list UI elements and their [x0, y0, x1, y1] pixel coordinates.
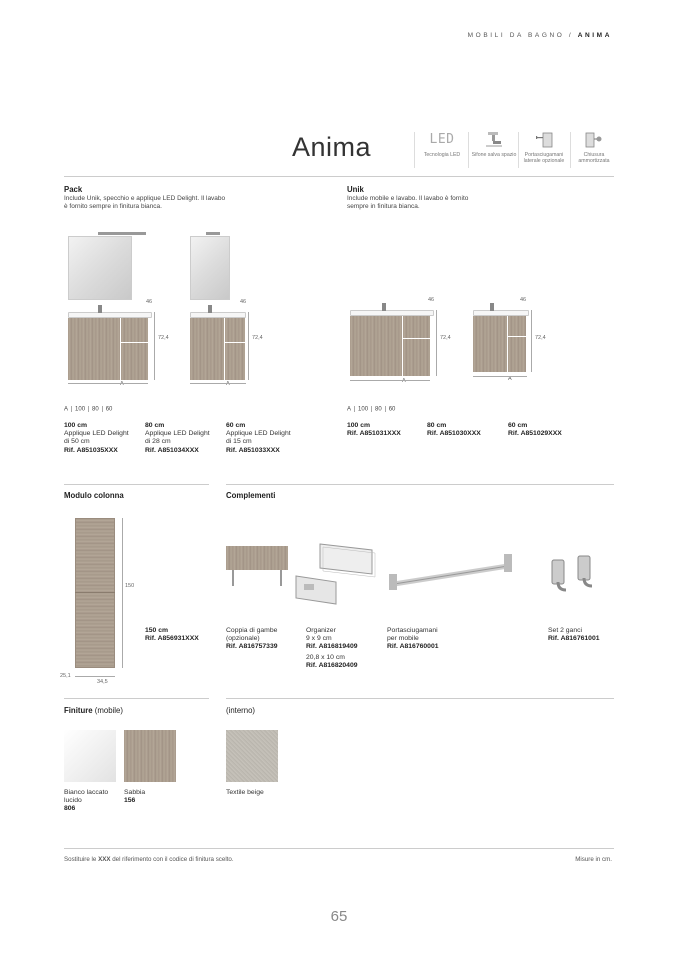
- dim-depth: 46: [146, 299, 153, 305]
- complementi-title: Complementi: [226, 491, 276, 500]
- section-divider: [226, 484, 614, 485]
- dim-depth: 46: [428, 297, 435, 303]
- section-divider: [64, 176, 614, 177]
- dim-height: 72,4: [535, 335, 546, 341]
- hooks-image: [548, 552, 604, 596]
- cabinet-door-image: [350, 316, 402, 376]
- feature-siphon: [470, 130, 518, 158]
- pack-size-row: A 100 80 60: [64, 406, 113, 413]
- cabinet-drawer-image: [403, 316, 430, 338]
- complementi-legs: Coppia di gambe (opzionale) Rif. A816757339: [226, 627, 278, 651]
- cabinet-door-image: [473, 316, 507, 372]
- feature-label: Sifone salva spazio: [471, 152, 517, 158]
- unik-description: Include mobile e lavabo. Il lavabo è fornito sempre in finitura bianca.: [347, 195, 469, 210]
- towel-rail-icon: [520, 130, 568, 150]
- cabinet-door-image: [68, 318, 120, 380]
- dim-line: [122, 518, 123, 668]
- feature-divider: [518, 132, 519, 168]
- dim-height: 72,4: [158, 335, 169, 341]
- unik-item-80: 80 cm Rif. A851030XXX: [427, 422, 481, 438]
- cabinet-drawer-image: [508, 337, 526, 372]
- cabinet-drawer-image: [121, 318, 148, 342]
- section-divider: [226, 698, 614, 699]
- dim-line: [75, 676, 115, 677]
- dim-width: A: [402, 378, 406, 384]
- feature-led: [418, 130, 466, 158]
- page-number: 65: [330, 908, 348, 925]
- dim-depth: 46: [240, 299, 247, 305]
- footer-note: Sostituire le XXX del riferimento con il codice di finitura scelto.: [64, 856, 234, 863]
- faucet-image: [490, 303, 494, 311]
- feature-divider: [414, 132, 415, 168]
- feature-label: Tecnologia LED: [423, 152, 461, 158]
- swatch-label-bianco: Bianco laccato lucido 806: [64, 789, 109, 813]
- dim-line: [190, 383, 246, 384]
- feature-label: Portasciugamani laterale opzionale: [523, 152, 565, 164]
- complementi-hooks: Set 2 ganci Rif. A816761001: [548, 627, 600, 643]
- dim-line: [350, 380, 430, 381]
- unik-item-60: 60 cm Rif. A851029XXX: [508, 422, 562, 438]
- led-icon: LED: [429, 132, 455, 147]
- leg-image: [232, 570, 234, 586]
- complementi-towel-rail: Portasciugamani per mobile Rif. A816760001: [387, 627, 439, 651]
- dim-depth: 46: [520, 297, 527, 303]
- siphon-icon: [470, 130, 518, 150]
- dim-line: [154, 312, 155, 380]
- cabinet-drawer-image: [225, 343, 245, 380]
- running-header: [468, 32, 612, 39]
- colonna-spec: 150 cm Rif. A856931XXX: [145, 627, 199, 643]
- dim-line: [436, 310, 437, 376]
- dim-width: 34,5: [97, 679, 108, 685]
- dim-height: 72,4: [252, 335, 263, 341]
- swatch-label-textile: Textile beige: [226, 789, 264, 796]
- pack-title: Pack: [64, 185, 83, 194]
- feature-label: Chiusura ammortizzata: [578, 152, 610, 164]
- towel-bar-image: [388, 548, 520, 596]
- faucet-image: [98, 305, 102, 313]
- dim-height: 72,4: [440, 335, 451, 341]
- swatch-textile-beige: [226, 730, 278, 782]
- dim-width: A: [120, 381, 124, 387]
- swatch-sabbia: [124, 730, 176, 782]
- led-applique-image: [98, 232, 146, 235]
- cabinet-drawer-image: [508, 316, 526, 336]
- dim-width: A: [508, 376, 512, 382]
- dim-depth: 25,1: [60, 673, 71, 679]
- mirror-image: [68, 236, 132, 300]
- cabinet-drawer-image: [403, 339, 430, 376]
- swatch-bianco: [64, 730, 116, 782]
- cabinet-drawer-image: [121, 343, 148, 380]
- page-title: Anima: [292, 132, 372, 162]
- led-applique-image: [206, 232, 220, 235]
- dim-line: [473, 376, 527, 377]
- cabinet-door-image: [190, 318, 224, 380]
- section-divider: [64, 698, 209, 699]
- dim-line: [248, 312, 249, 380]
- header-series: ANIMA: [577, 32, 612, 39]
- leg-image: [280, 570, 282, 586]
- feature-soft-close: [570, 130, 618, 164]
- organizer-image: [292, 540, 378, 610]
- footer-divider: [64, 848, 614, 849]
- dim-line: [531, 310, 532, 372]
- unik-title: Unik: [347, 185, 364, 194]
- cabinet-drawer-image: [225, 318, 245, 342]
- finiture-title: Finiture (mobile): [64, 706, 123, 715]
- faucet-image: [382, 303, 386, 311]
- dim-width: A: [226, 381, 230, 387]
- interno-title: (interno): [226, 706, 256, 715]
- pack-item-100: 100 cm Applique LED Delight di 50 cm Rif. A851035XXX: [64, 422, 129, 454]
- pack-description: Include Unik, specchio e applique LED Delight. Il lavabo è fornito sempre in finitura bianca.: [64, 195, 226, 210]
- dim-line: [68, 383, 148, 384]
- mirror-image: [190, 236, 230, 300]
- colonna-title: Modulo colonna: [64, 491, 124, 500]
- complementi-organizer: Organizer 9 x 9 cm Rif. A816819409 20,8 x 10 cm Rif. A816820409: [306, 627, 358, 669]
- pack-item-80: 80 cm Applique LED Delight di 28 cm Rif. A851034XXX: [145, 422, 210, 454]
- legs-image: [226, 546, 288, 570]
- unik-item-100: 100 cm Rif. A851031XXX: [347, 422, 401, 438]
- faucet-image: [208, 305, 212, 313]
- pack-item-60: 60 cm Applique LED Delight di 15 cm Rif. A851033XXX: [226, 422, 291, 454]
- soft-close-icon: [570, 130, 618, 150]
- feature-towel-rail: [520, 130, 568, 164]
- footer-units: Misure in cm.: [575, 856, 612, 863]
- feature-divider: [468, 132, 469, 168]
- unik-size-row: A 100 80 60: [347, 406, 396, 413]
- section-divider: [64, 484, 209, 485]
- dim-height: 150: [125, 583, 135, 589]
- column-door-split: [75, 592, 115, 593]
- column-cabinet-image: [75, 518, 115, 668]
- header-prefix: MOBILI DA BAGNO /: [467, 32, 574, 39]
- swatch-label-sabbia: Sabbia 156: [124, 789, 146, 805]
